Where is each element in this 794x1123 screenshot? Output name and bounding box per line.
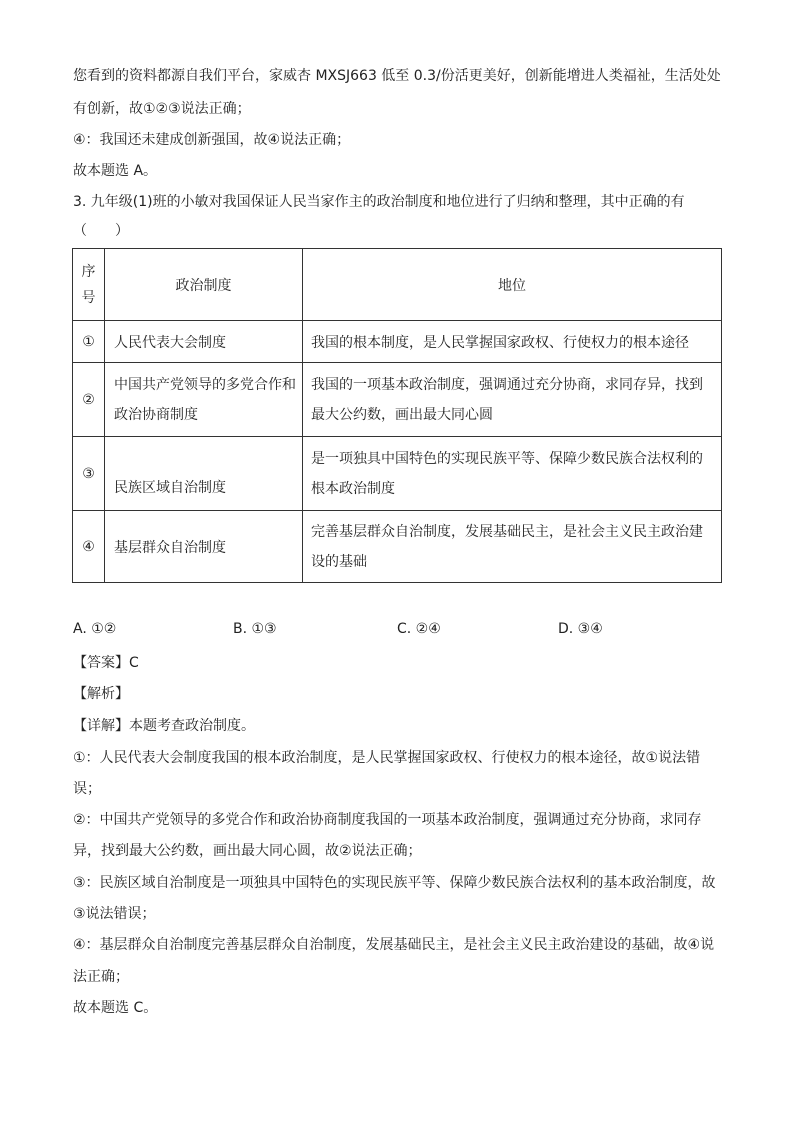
option-b: B. ①③ — [233, 621, 277, 637]
header-num — [73, 249, 105, 321]
detail-conclusion: 故本题选 C。 — [73, 1000, 158, 1016]
row-position-line-2: 最大公约数，画出最大同心圆 — [311, 406, 493, 423]
header-num-line-2: 号 — [81, 289, 96, 306]
table-row — [73, 321, 722, 363]
detail-p2-line-2: 异，找到最大公约数，画出最大同心圆，故②说法正确； — [73, 843, 422, 859]
detail-p1-line-1: ①：人民代表大会制度我国的根本政治制度，是人民掌握国家政权、行使权力的根本途径，故①说法错 — [73, 750, 701, 766]
header-system: 政治制度 — [105, 249, 303, 321]
detail-p4-line-2: 法正确； — [73, 969, 129, 985]
table-row — [73, 363, 722, 437]
row-position-line-1: 我国的一项基本政治制度，强调通过充分协商，求同存异，找到 — [311, 376, 703, 393]
systems-table — [72, 248, 722, 583]
row-num: ③ — [73, 437, 105, 511]
header-num-line-1: 序 — [81, 263, 96, 280]
detail-intro: 本题考查政治制度。 — [129, 718, 255, 734]
option-a: A. ①② — [73, 621, 117, 637]
intro-line-1: 您看到的资料都源自我们平台，家威杏 MXSJ663 低至 0.3/份活更美好，创新能增进人类福祉，生活处处 — [73, 68, 721, 84]
analysis-label: 【解析】 — [73, 686, 129, 702]
row-position-line-2: 根本政治制度 — [311, 480, 395, 497]
row-position — [303, 363, 722, 437]
table-header-row — [73, 249, 722, 321]
row-system: 人民代表大会制度 — [105, 321, 303, 363]
detail-label: 【详解】 — [73, 718, 129, 734]
question-bracket: （ ） — [73, 223, 129, 239]
row-system-text: 民族区域自治制度 — [114, 479, 226, 496]
row-num: ④ — [73, 511, 105, 583]
row-system: 基层群众自治制度 — [105, 511, 303, 583]
row-system-line-1: 中国共产党领导的多党合作和 — [114, 376, 296, 393]
answer-label: 【答案】 — [73, 655, 129, 671]
row-position — [303, 511, 722, 583]
option-d: D. ③④ — [558, 621, 603, 637]
row-position-line-1: 完善基层群众自治制度，发展基础民主，是社会主义民主政治建 — [311, 523, 703, 540]
detail-p2-line-1: ②：中国共产党领导的多党合作和政治协商制度我国的一项基本政治制度，强调通过充分协商，求同存 — [73, 812, 702, 828]
row-num: ① — [73, 321, 105, 363]
detail-p4-line-1: ④：基层群众自治制度完善基层群众自治制度，发展基础民主，是社会主义民主政治建设的基础，故④说 — [73, 937, 715, 953]
detail-p1-line-2: 误； — [73, 781, 101, 797]
detail-line — [73, 716, 255, 736]
detail-p3-line-2: ③说法错误； — [73, 906, 156, 922]
answer-options — [0, 621, 794, 641]
answer-value: C — [129, 655, 139, 671]
detail-p3-line-1: ③：民族区域自治制度是一项独具中国特色的实现民族平等、保障少数民族合法权利的基本政治制度，故 — [73, 875, 716, 891]
row-position-line-2: 设的基础 — [311, 553, 367, 570]
question-stem: 3. 九年级(1)班的小敏对我国保证人民当家作主的政治制度和地位进行了归纳和整理，其中正确的有 — [73, 194, 685, 210]
row-system-line-2: 政治协商制度 — [114, 406, 198, 423]
row-num: ② — [73, 363, 105, 437]
intro-line-4: 故本题选 A。 — [73, 163, 158, 179]
table-row — [73, 511, 722, 583]
row-system — [105, 363, 303, 437]
table-row — [73, 437, 722, 511]
intro-line-3: ④：我国还未建成创新强国，故④说法正确； — [73, 132, 351, 148]
row-position-line-1: 是一项独具中国特色的实现民族平等、保障少数民族合法权利的 — [311, 450, 703, 467]
row-system — [105, 437, 303, 511]
intro-line-2: 有创新，故①②③说法正确； — [73, 101, 251, 117]
header-position: 地位 — [303, 249, 722, 321]
row-position — [303, 437, 722, 511]
answer-line — [73, 653, 139, 673]
row-position: 我国的根本制度，是人民掌握国家政权、行使权力的根本途径 — [303, 321, 722, 363]
option-c: C. ②④ — [397, 621, 441, 637]
